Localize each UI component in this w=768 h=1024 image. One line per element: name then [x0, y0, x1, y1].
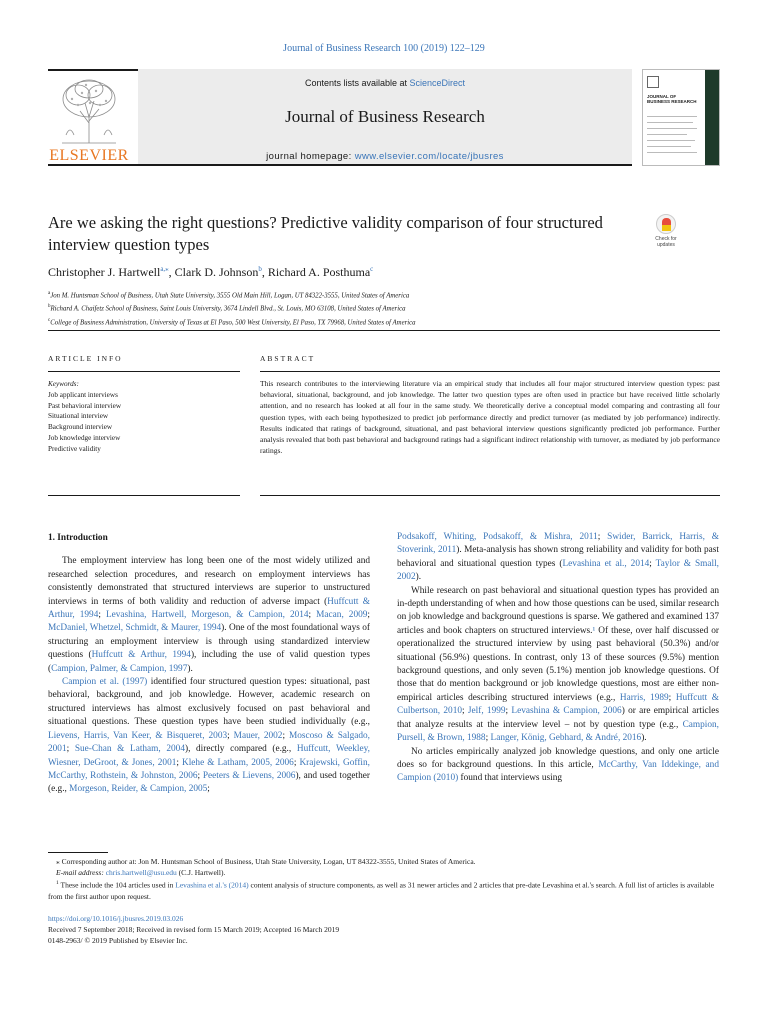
author-name: Clark D. Johnson [174, 265, 259, 279]
text-run: ). One of the most foundational ways of structuring an employment interview is through using standardized interview questions ( [48, 623, 370, 661]
text-run: ; [649, 558, 656, 569]
text-run: ). [415, 572, 422, 583]
keyword: Predictive validity [48, 444, 101, 453]
contents-prefix: Contents lists available at [304, 78, 410, 88]
email-note [48, 867, 720, 878]
cover-text-line [647, 146, 691, 147]
received-dates: Received 7 September 2018; Received in revised form 15 March 2019; Accepted 16 March 2019 [48, 925, 340, 934]
body-column-left [48, 532, 370, 797]
body-paragraph [48, 555, 370, 676]
affiliation [48, 288, 720, 301]
text-run: No articles empirically analyzed job knowledge questions, and only one article does so for background questions. In this article, [397, 746, 719, 770]
citation-link[interactable]: Levashina, Hartwell, Morgeson, & Campion, 2014 [105, 610, 309, 621]
keyword: Job applicant interviews [48, 390, 118, 399]
text-run: ). Meta-analysis has shown strong reliability and validity for both past behavioral and situational question types ( [397, 545, 719, 569]
citation-link[interactable]: Macan, 2009 [316, 610, 368, 621]
keyword: Past behavioral interview [48, 401, 122, 410]
journal-title: Journal of Business Research [285, 107, 485, 126]
text-run: ; [98, 610, 106, 621]
cover-text-line [647, 116, 697, 117]
citation-link[interactable]: Langer, König, Gebhard, & André, 2016 [490, 733, 642, 744]
footnote-text: These include the 104 articles used in [58, 880, 176, 890]
abstract-text: This research contributes to the interviewing literature via an empirical study that includes all four major structured interview question types: past behavioral, situational, background, and job knowledge. The latter two question types are often used in practice but have received little scholarly attention, and no research has looked at all four in the same study. We theoretically derive a conceptual model comparing and contrasting all four question types, with each being hypothesized to predict job performance directly and predict turnover (as mediated by job performance) indirectly. Results indicated that ratings of background, situational, and past behavioral interview questions significantly predicted job performance. Further analysis revealed that both past behavioral and background ratings had a significant indirect relationship with turnover, as mediated by job performance ratings. [260, 379, 720, 456]
citation-link[interactable]: Lievens, Harris, Van Keer, & Bisqueret, 2003 [48, 730, 228, 741]
email-link[interactable]: chris.hartwell@usu.edu [105, 868, 177, 877]
citation-link[interactable]: McCarthy, Van Iddekinge, and Campion (2010) [397, 759, 719, 784]
cover-band [705, 70, 719, 165]
footnote-rule [48, 852, 108, 853]
author-affiliation-marker[interactable]: b [258, 265, 262, 273]
text-run: ; [505, 706, 512, 717]
text-run: Of these, over half discussed or operationalized the structured interview by using past behavioral (50.3%) and/or situational (56.9%) questions. In contrast, only 13 of these sources (9.5%) mention background questions, and only seven (5.1%) mention job knowledge questions. Of those that do mention background or job knowledge questions, most are either non-empirical articles describing structured interviews (e.g., [397, 625, 719, 703]
keywords-label: Keywords: [48, 380, 79, 388]
journal-citation[interactable]: Journal of Business Research 100 (2019) 122–129 [283, 43, 485, 54]
cover-text-line [647, 128, 697, 129]
author-list: Christopher J. Hartwell$^{a,⁎}$, Clark D. Johnson$^b$, Richard A. Posthuma$^c$ [48, 265, 374, 279]
affiliation-key: c [48, 317, 51, 323]
journal-homepage-link[interactable]: www.elsevier.com/locate/jbusres [354, 151, 504, 162]
footnote-text: content analysis of structure components, as well as 31 newer articles and 2 articles that pre-date Levashina et al.'s search. A full list of articles is available from the first author upon request. [48, 880, 715, 901]
cover-text-line [647, 152, 697, 153]
citation-link[interactable]: Harris, 1989 [619, 692, 669, 703]
citation-link[interactable]: Campion, Palmer, & Campion, 1997 [51, 663, 188, 674]
email-label: E-mail address: [56, 868, 106, 877]
elsevier-tree-icon [52, 75, 126, 145]
cover-text-line [647, 140, 695, 141]
keyword: Background interview [48, 423, 113, 432]
body-column-right [397, 531, 719, 786]
citation-link[interactable]: Sue-Chan & Latham, 2004 [74, 744, 185, 755]
text-run: found that interviews using [458, 773, 563, 784]
cover-text-line [647, 134, 687, 135]
email-suffix: (C.J. Hartwell). [176, 868, 226, 877]
footnotes [48, 856, 720, 902]
text-run: ; [597, 532, 608, 542]
body-paragraph [397, 746, 719, 786]
citation-link[interactable]: Peeters & Lievens, 2006 [202, 770, 296, 781]
contents-available-line [138, 78, 632, 88]
journal-homepage-line [138, 151, 632, 162]
affiliation-key: b [48, 304, 51, 310]
keywords-block [48, 379, 240, 455]
author-affiliation-marker[interactable]: a,⁎ [160, 265, 169, 273]
sciencedirect-link[interactable]: ScienceDirect [409, 78, 466, 88]
citation-link[interactable]: Campion, Pursell, & Brown, 1988 [397, 719, 719, 744]
citation-link[interactable]: Klehe & Latham, 2005, 2006 [182, 757, 294, 768]
citation-link[interactable]: ¹ [592, 625, 596, 636]
text-run: ; [462, 706, 468, 717]
affiliation [48, 315, 720, 328]
elsevier-logo [48, 75, 130, 163]
text-run: ). [187, 663, 193, 674]
masthead-center [138, 69, 632, 164]
check-for-updates-badge[interactable] [646, 214, 686, 254]
cover-text-line [647, 122, 693, 123]
cover-title: JOURNAL OF BUSINESS RESEARCH [647, 94, 697, 104]
section-heading: 1. Introduction [48, 533, 108, 543]
article-info-heading: ARTICLE INFO [48, 354, 123, 363]
citation-link[interactable]: Huffcutt & Arthur, 1994 [48, 596, 370, 621]
text-run: ; [308, 610, 317, 621]
citation-link[interactable]: McDaniel, Whetzel, Schmidt, & Maurer, 1994 [48, 623, 222, 634]
body-paragraph [397, 585, 719, 746]
citation-link[interactable]: Podsakoff, Whiting, Podsakoff, & Mishra, 2011 [397, 532, 598, 542]
doi-link[interactable]: https://doi.org/10.1016/j.jbusres.2019.03.026 [48, 914, 184, 923]
citation-link[interactable]: Morgeson, Reider, & Campion, 2005 [69, 784, 208, 795]
citation-link[interactable]: Moscoso & Salgado, 2001 [48, 730, 370, 755]
citation-link[interactable]: Swider, Barrick, Harris, & Stoverink, 2011 [397, 532, 719, 556]
footnote-citation-link[interactable]: Levashina et al.'s (2014) [175, 880, 249, 890]
divider [260, 495, 720, 496]
abstract-heading: ABSTRACT [260, 354, 316, 363]
author-name: Richard A. Posthuma [267, 265, 371, 279]
check-for-updates-label: Check for updates [655, 236, 677, 248]
citation-link[interactable]: Jelf, 1999 [467, 706, 506, 717]
text-run: ), including the use of valid question types ( [48, 650, 370, 674]
text-run: ), and used together (e.g., [48, 770, 370, 795]
cover-logo-icon [647, 76, 659, 88]
citation-link[interactable]: Campion et al. (1997) [62, 677, 148, 688]
text-run: ; [197, 770, 203, 781]
affiliation-text: Jon M. Huntsman School of Business, Utah State University, 3555 Old Main Hill, Logan, UT 84322-3555, United States of America [50, 292, 410, 300]
citation-link[interactable]: Mauer, 2002 [233, 730, 283, 741]
keyword: Situational interview [48, 412, 109, 421]
divider [48, 495, 240, 496]
crossmark-icon [656, 214, 676, 234]
text-run: ; [282, 730, 289, 741]
text-run: ; [485, 733, 491, 744]
homepage-prefix: journal homepage: [266, 151, 355, 162]
article-title: Are we asking the right questions? Predictive validity comparison of four structured interview question types [48, 213, 603, 254]
text-run: ). [641, 733, 647, 744]
citation-link[interactable]: Levashina & Campion, 2006 [511, 706, 622, 717]
copyright-line: 0148-2963/ © 2019 Published by Elsevier Inc. [48, 936, 188, 945]
text-run: ) or are empirical articles that analyze results at the interview level – not by question type (e.g., [397, 706, 719, 730]
body-paragraph [48, 676, 370, 797]
divider [260, 371, 720, 372]
corresponding-author-note: ⁎ Corresponding author at: Jon M. Huntsman School of Business, Utah State University, Logan, UT 84322-3555, United States of America. [56, 857, 476, 866]
footnote-1 [48, 878, 720, 902]
text-run: ; [668, 692, 676, 703]
affiliation-text: Richard A. Chaifetz School of Business, Saint Louis University, 3674 Lindell Blvd., St. Louis, MO 63108, United States of America [50, 305, 406, 313]
text-run: identified four structured question types: situational, past behavioral, background, and job knowledge. However, academic research on structured interviews has almost exclusively focused on past behavioral and situational questions. These question types have been studied individually (e.g., [48, 677, 370, 728]
elsevier-wordmark: ELSEVIER [49, 147, 129, 164]
affiliation-list [48, 288, 720, 328]
crossmark-icon-bottom [662, 225, 671, 231]
text-run: ; [207, 784, 210, 795]
keyword: Job knowledge interview [48, 433, 121, 442]
citation-link[interactable]: Taylor & Small, 2002 [397, 558, 719, 583]
divider [48, 330, 720, 331]
footnote-marker: 1 [56, 880, 59, 886]
text-run: ; [293, 757, 300, 768]
text-run: ; [367, 610, 370, 621]
masthead-bottom-rule [48, 164, 632, 166]
citation-link[interactable]: Huffcutt & Arthur, 1994 [91, 650, 191, 661]
text-run: ), directly compared (e.g., [184, 744, 297, 755]
citation-link[interactable]: Huffcutt & Culbertson, 2010 [397, 692, 719, 717]
author-name: Christopher J. Hartwell [48, 265, 161, 279]
citation-link[interactable]: Huffcutt, Weekley, Wiesner, DeGroot, & Jones, 2001 [48, 744, 370, 768]
affiliation-key: a [48, 291, 51, 296]
text-run: While research on past behavioral and situational question types has provided an in-depth understanding of when and how those questions can be used, similar research on job knowledge and background questions is sparse. We gathered and examined 137 articles and book chapters on structured interviews. [397, 585, 719, 636]
affiliation-text: College of Business Administration, University of Texas at El Paso, 500 West University, El Paso, TX 79968, United States of America [50, 318, 416, 326]
citation-link[interactable]: Levashina et al., 2014 [562, 558, 650, 569]
text-run: The employment interview has long been one of the most widely utilized and researched selection procedures, and research on employment interviews has consistently demonstrated that structured interviews are superior to unstructured interviews in terms of both validity and reduction of adverse impact ( [48, 556, 370, 607]
text-run: ; [176, 757, 182, 768]
body-paragraph [397, 531, 719, 585]
affiliation [48, 301, 720, 314]
journal-cover-thumbnail [642, 69, 720, 166]
journal-masthead [48, 69, 720, 166]
author-affiliation-marker[interactable]: c [370, 265, 374, 273]
publication-info [48, 913, 720, 946]
citation-link[interactable]: Krajewski, Goffin, McCarthy, Rothstein, & Johnston, 2006 [48, 757, 370, 781]
text-run: ; [227, 730, 234, 741]
text-run: ; [66, 744, 75, 755]
divider [48, 371, 240, 372]
